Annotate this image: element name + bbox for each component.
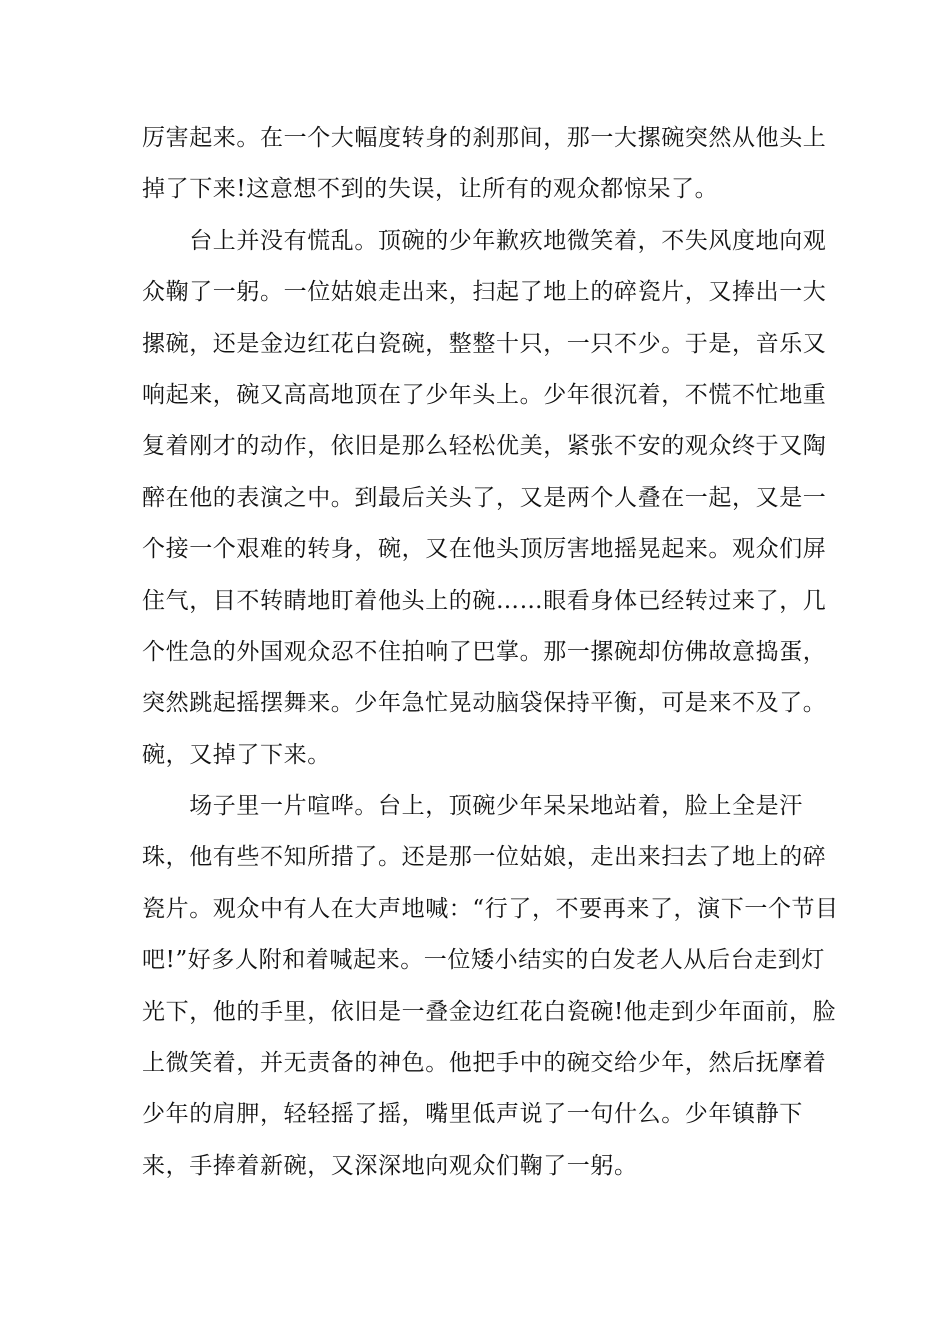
text-line: 吧!”好多人附和着喊起来。一位矮小结实的白发老人从后台走到灯 (142, 947, 826, 974)
text-line: 个性急的外国观众忍不住拍响了巴掌。那一摞碗却仿佛故意捣蛋， (142, 638, 827, 665)
paragraph (142, 216, 827, 781)
text-line: 个接一个艰难的转身，碗，又在他头顶厉害地摇晃起来。观众们屏 (142, 536, 827, 563)
text-line: 醉在他的表演之中。到最后关头了，又是两个人叠在一起，又是一 (142, 484, 827, 511)
text-line: 瓷片。观众中有人在大声地喊：“行了，不要再来了，演下一个节目 (142, 895, 839, 922)
text-line: 众鞠了一躬。一位姑娘走出来，扫起了地上的碎瓷片，又捧出一大 (142, 279, 827, 306)
text-line: 碗，又掉了下来。 (142, 741, 331, 768)
body-text (142, 113, 839, 1192)
paragraph (142, 781, 839, 1192)
text-line: 掉了下来!这意想不到的失误，让所有的观众都惊呆了。 (142, 176, 719, 203)
text-line: 台上并没有慌乱。顶碗的少年歉疚地微笑着，不失风度地向观 (142, 227, 827, 254)
text-line: 住气，目不转睛地盯着他头上的碗……眼看身体已经转过来了，几 (142, 587, 827, 614)
text-line: 厉害起来。在一个大幅度转身的刹那间，那一大摞碗突然从他头上 (142, 125, 827, 151)
text-line: 少年的肩胛，轻轻摇了摇，嘴里低声说了一句什么。少年镇静下 (142, 1101, 803, 1128)
text-line: 来，手捧着新碗，又深深地向观众们鞠了一躬。 (142, 1152, 638, 1179)
text-line: 响起来，碗又高高地顶在了少年头上。少年很沉着，不慌不忙地重 (142, 381, 827, 408)
text-line: 复着刚才的动作，依旧是那么轻松优美，紧张不安的观众终于又陶 (142, 433, 827, 460)
text-line: 摞碗，还是金边红花白瓷碗，整整十只，一只不少。于是，音乐又 (142, 330, 827, 357)
paragraph (142, 113, 827, 216)
text-line: 上微笑着，并无责备的神色。他把手中的碗交给少年，然后抚摩着 (142, 1050, 827, 1077)
text-line: 珠，他有些不知所措了。还是那一位姑娘，走出来扫去了地上的碎 (142, 844, 827, 871)
text-line: 光下，他的手里，依旧是一叠金边红花白瓷碗!他走到少年面前，脸 (142, 998, 837, 1025)
text-line: 场子里一片喧哗。台上，顶碗少年呆呆地站着，脸上全是汗 (142, 793, 803, 820)
text-line: 突然跳起摇摆舞来。少年急忙晃动脑袋保持平衡，可是来不及了。 (142, 690, 827, 717)
